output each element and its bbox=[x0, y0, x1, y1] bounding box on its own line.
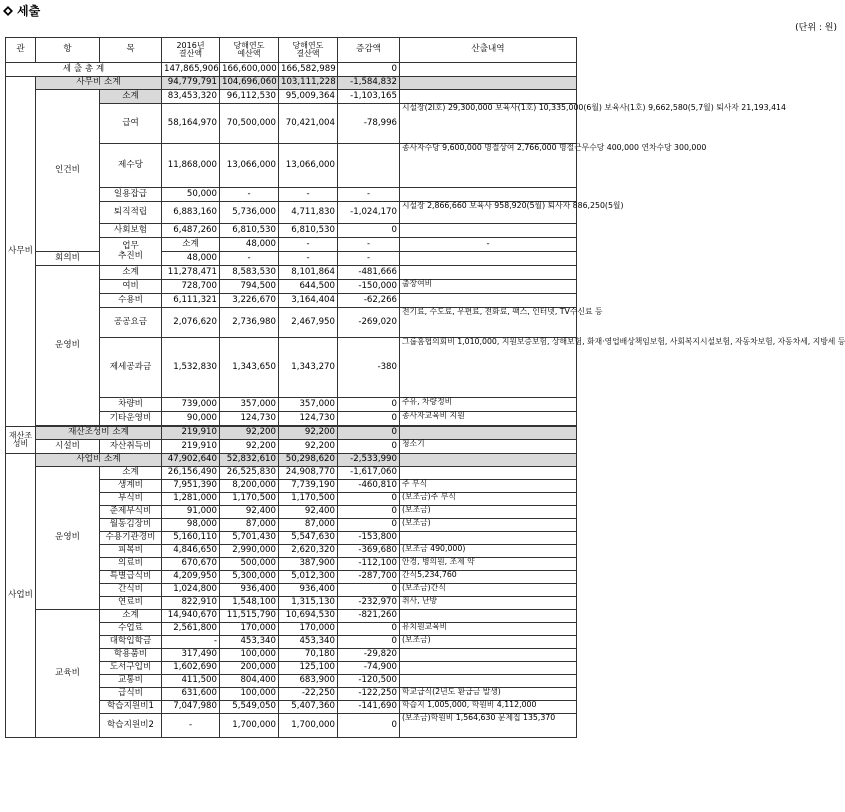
cell-settle: 1,700,000 bbox=[279, 714, 338, 738]
cell-settle: -22,250 bbox=[279, 688, 338, 701]
cell-2016: 4,846,650 bbox=[162, 545, 220, 558]
col-header-2016: 2016년 결산액 bbox=[162, 38, 220, 63]
cell-diff: -153,800 bbox=[338, 532, 400, 545]
cell-diff: -141,690 bbox=[338, 701, 400, 714]
row-label: 간식비 bbox=[100, 584, 162, 597]
cell-diff: 0 bbox=[338, 584, 400, 597]
total-2016: 147,865,906 bbox=[162, 63, 220, 77]
cell-budget: 2,736,980 bbox=[220, 308, 279, 338]
cell-detail: 유치원교육비 bbox=[400, 623, 577, 636]
cell-2016: 90,000 bbox=[162, 412, 220, 426]
cell-detail: 시설장 2,866,660 보육사 958,920(5월) 퇴사자 886,250(5월) bbox=[400, 202, 577, 224]
cell-2016: 48,000 bbox=[220, 238, 279, 252]
cell-settle: 357,000 bbox=[279, 398, 338, 412]
cell-detail bbox=[400, 649, 577, 662]
cell-diff: -1,024,170 bbox=[338, 202, 400, 224]
cell-2016: 411,500 bbox=[162, 675, 220, 688]
cell-detail: (보조금)간식 bbox=[400, 584, 577, 597]
cell-settle: - bbox=[279, 188, 338, 202]
cell-2016: 2,076,620 bbox=[162, 308, 220, 338]
row-label: 학용품비 bbox=[100, 649, 162, 662]
hang-siseol: 시설비 bbox=[36, 440, 100, 454]
cell-2016: 7,047,980 bbox=[162, 701, 220, 714]
hang-gyoyuk: 교육비 bbox=[36, 610, 100, 738]
cell-budget: 1,343,650 bbox=[220, 338, 279, 398]
cell-settle: - bbox=[279, 252, 338, 266]
row-label: 소계 bbox=[100, 266, 162, 280]
cell-diff: 0 bbox=[338, 440, 400, 454]
cell-budget: 500,000 bbox=[220, 558, 279, 571]
total-detail bbox=[400, 63, 577, 77]
cell-budget: 5,736,000 bbox=[220, 202, 279, 224]
cell-diff: -460,810 bbox=[338, 480, 400, 493]
cell-detail: 취사, 난방 bbox=[400, 597, 577, 610]
cell-budget: 8,200,000 bbox=[220, 480, 279, 493]
cell-detail: 학습지 1,005,000, 학원비 4,112,000 bbox=[400, 701, 577, 714]
cell-settle: 95,009,364 bbox=[279, 90, 338, 104]
cell-budget: - bbox=[220, 252, 279, 266]
cell-budget: 1,170,500 bbox=[220, 493, 279, 506]
cell-diff: -112,100 bbox=[338, 558, 400, 571]
cell-budget: 124,730 bbox=[220, 412, 279, 426]
cell-budget: 5,701,430 bbox=[220, 532, 279, 545]
cell-budget: 1,700,000 bbox=[220, 714, 279, 738]
cell-budget: 170,000 bbox=[220, 623, 279, 636]
cell-budget: 92,400 bbox=[220, 506, 279, 519]
cell-diff: -2,533,990 bbox=[338, 454, 400, 467]
cell-budget: 96,112,530 bbox=[220, 90, 279, 104]
row-label: 준제부식비 bbox=[100, 506, 162, 519]
cell-diff: -29,820 bbox=[338, 649, 400, 662]
cell-diff: - bbox=[338, 188, 400, 202]
cell-diff: -150,000 bbox=[338, 280, 400, 294]
cell-detail: 종사자수당 9,600,000 명절상여 2,766,000 명절근무수당 400,000 연차수당 300,000 bbox=[400, 144, 577, 188]
cell-budget: 1,548,100 bbox=[220, 597, 279, 610]
kwan-saeop: 사업비 bbox=[6, 454, 36, 738]
cell-2016: 11,868,000 bbox=[162, 144, 220, 188]
row-label: 대학입학금 bbox=[100, 636, 162, 649]
row-label: 기타운영비 bbox=[100, 412, 162, 426]
cell-detail bbox=[400, 662, 577, 675]
cell-detail bbox=[400, 454, 577, 467]
cell-diff: -74,900 bbox=[338, 662, 400, 675]
cell-diff: -232,970 bbox=[338, 597, 400, 610]
row-label: 월동김장비 bbox=[100, 519, 162, 532]
cell-budget: 8,583,530 bbox=[220, 266, 279, 280]
col-header-hang: 항 bbox=[36, 38, 100, 63]
cell-2016: 26,156,490 bbox=[162, 467, 220, 480]
table-row bbox=[6, 266, 577, 280]
cell-detail: 출장여비 bbox=[400, 280, 577, 294]
col-header-settle: 당해연도 결산액 bbox=[279, 38, 338, 63]
cell-detail: (보조금)주 부식 bbox=[400, 493, 577, 506]
hang-unyeong2: 운영비 bbox=[36, 467, 100, 610]
cell-settle: 453,340 bbox=[279, 636, 338, 649]
row-label: 퇴직적립 bbox=[100, 202, 162, 224]
cell-diff: - bbox=[338, 252, 400, 266]
kwan-jaesan: 재산조성비 bbox=[6, 427, 36, 454]
row-label: 생계비 bbox=[100, 480, 162, 493]
row-label: 의료비 bbox=[100, 558, 162, 571]
cell-budget: 5,549,050 bbox=[220, 701, 279, 714]
cell-detail bbox=[400, 532, 577, 545]
total-diff: 0 bbox=[338, 63, 400, 77]
cell-settle: - bbox=[338, 238, 400, 252]
cell-diff: 0 bbox=[338, 636, 400, 649]
cell-2016: 58,164,970 bbox=[162, 104, 220, 144]
cell-settle: 644,500 bbox=[279, 280, 338, 294]
cell-budget: 357,000 bbox=[220, 398, 279, 412]
cell-settle: 70,180 bbox=[279, 649, 338, 662]
row-label: 부식비 bbox=[100, 493, 162, 506]
row-label: 특별급식비 bbox=[100, 571, 162, 584]
cell-2016: 6,111,321 bbox=[162, 294, 220, 308]
cell-2016: 83,453,320 bbox=[162, 90, 220, 104]
hang-ingeon: 인건비 bbox=[36, 90, 100, 252]
cell-settle: 387,900 bbox=[279, 558, 338, 571]
col-header-detail: 산출내역 bbox=[400, 38, 577, 63]
cell-settle: 24,908,770 bbox=[279, 467, 338, 480]
cell-diff: -1,617,060 bbox=[338, 467, 400, 480]
hang-eopmu: 업무 추진비 bbox=[100, 238, 162, 266]
diamond-bullet-icon bbox=[3, 6, 13, 16]
row-label: 일용잡급 bbox=[100, 188, 162, 202]
page-title bbox=[3, 2, 40, 19]
row-label: 연료비 bbox=[100, 597, 162, 610]
cell-diff: 0 bbox=[338, 398, 400, 412]
unit-label: (단위 : 원) bbox=[795, 23, 837, 33]
cell-settle: 70,421,004 bbox=[279, 104, 338, 144]
cell-settle: 92,200 bbox=[279, 427, 338, 440]
hang-unyeong: 운영비 bbox=[36, 266, 100, 426]
cell-detail bbox=[400, 77, 577, 90]
cell-settle: 13,066,000 bbox=[279, 144, 338, 188]
cell-2016: 94,779,791 bbox=[162, 77, 220, 90]
cell-detail bbox=[400, 224, 577, 238]
cell-detail: 전기료, 수도료, 우편료, 전화료, 팩스, 인터넷, TV수신료 등 bbox=[400, 308, 577, 338]
cell-budget: 92,200 bbox=[220, 440, 279, 454]
row-label: 수용비 bbox=[100, 294, 162, 308]
row-label: 제세공과금 bbox=[100, 338, 162, 398]
cell-2016: 739,000 bbox=[162, 398, 220, 412]
cell-diff: -287,700 bbox=[338, 571, 400, 584]
cell-budget: 92,200 bbox=[220, 427, 279, 440]
cell-settle: 124,730 bbox=[279, 412, 338, 426]
cell-2016: 631,600 bbox=[162, 688, 220, 701]
cell-2016: 50,000 bbox=[162, 188, 220, 202]
total-budget: 166,600,000 bbox=[220, 63, 279, 77]
cell-settle: 4,711,830 bbox=[279, 202, 338, 224]
cell-detail: 청소기 bbox=[400, 440, 577, 454]
cell-settle: 936,400 bbox=[279, 584, 338, 597]
cell-budget: 200,000 bbox=[220, 662, 279, 675]
col-header-kwan: 관 bbox=[6, 38, 36, 63]
cell-diff: 0 bbox=[338, 506, 400, 519]
cell-settle: 50,298,620 bbox=[279, 454, 338, 467]
cell-budget: 5,300,000 bbox=[220, 571, 279, 584]
cell-settle: 125,100 bbox=[279, 662, 338, 675]
cell-2016: 219,910 bbox=[162, 440, 220, 454]
row-label: 교통비 bbox=[100, 675, 162, 688]
cell-2016: 48,000 bbox=[162, 252, 220, 266]
cell-budget: 87,000 bbox=[220, 519, 279, 532]
total-label: 세 출 총 계 bbox=[6, 63, 162, 77]
cell-budget: 13,066,000 bbox=[220, 144, 279, 188]
cell-2016: - bbox=[162, 636, 220, 649]
col-header-diff: 증감액 bbox=[338, 38, 400, 63]
cell-diff: -62,266 bbox=[338, 294, 400, 308]
table-row bbox=[6, 252, 577, 266]
total-row bbox=[6, 63, 577, 77]
cell-budget: 936,400 bbox=[220, 584, 279, 597]
row-label: 수용기관경비 bbox=[100, 532, 162, 545]
cell-2016: 219,910 bbox=[162, 427, 220, 440]
cell-diff: -78,996 bbox=[338, 104, 400, 144]
page-title-text: 세출 bbox=[17, 4, 41, 18]
row-label: 수업료 bbox=[100, 623, 162, 636]
cell-settle: 5,012,300 bbox=[279, 571, 338, 584]
cell-detail bbox=[400, 610, 577, 623]
cell-2016: 7,951,390 bbox=[162, 480, 220, 493]
row-label: 급여 bbox=[100, 104, 162, 144]
cell-2016: 1,281,000 bbox=[162, 493, 220, 506]
cell-budget: - bbox=[279, 238, 338, 252]
cell-diff bbox=[338, 144, 400, 188]
cell-detail bbox=[400, 427, 577, 440]
cell-2016: 11,278,471 bbox=[162, 266, 220, 280]
cell-detail: (보조금) bbox=[400, 519, 577, 532]
cell-detail bbox=[400, 252, 577, 266]
cell-2016: 670,670 bbox=[162, 558, 220, 571]
cell-detail: 그룹홈협의회비 1,010,000, 지원보증보험, 상해보험, 화재·영업배상책임보험, 사회복지시설보험, 자동차보험, 자동차세, 지방세 등 bbox=[400, 338, 577, 398]
cell-budget: 100,000 bbox=[220, 649, 279, 662]
cell-2016: 6,487,260 bbox=[162, 224, 220, 238]
cell-detail: 주유, 차량정비 bbox=[400, 398, 577, 412]
jaesan-subtotal-row bbox=[6, 427, 577, 440]
row-label: 사무비 소계 bbox=[36, 77, 162, 90]
cell-settle: 7,739,190 bbox=[279, 480, 338, 493]
cell-budget: 453,340 bbox=[220, 636, 279, 649]
cell-settle: 683,900 bbox=[279, 675, 338, 688]
cell-diff: -481,666 bbox=[338, 266, 400, 280]
cell-detail bbox=[400, 90, 577, 104]
cell-diff: -821,260 bbox=[338, 610, 400, 623]
cell-2016: 1,024,800 bbox=[162, 584, 220, 597]
cell-diff: -120,500 bbox=[338, 675, 400, 688]
cell-diff: - bbox=[400, 238, 577, 252]
table-row bbox=[6, 610, 577, 623]
cell-detail bbox=[400, 467, 577, 480]
cell-budget: 11,515,790 bbox=[220, 610, 279, 623]
cell-detail: (보조금) bbox=[400, 506, 577, 519]
cell-diff: -269,020 bbox=[338, 308, 400, 338]
cell-2016: 91,000 bbox=[162, 506, 220, 519]
cell-diff: 0 bbox=[338, 714, 400, 738]
cell-settle: 92,400 bbox=[279, 506, 338, 519]
expenditure-table bbox=[5, 37, 845, 738]
cell-detail: 주 부식 bbox=[400, 480, 577, 493]
row-label: 급식비 bbox=[100, 688, 162, 701]
col-header-mok: 목 bbox=[100, 38, 162, 63]
row-label: 피복비 bbox=[100, 545, 162, 558]
cell-2016: 4,209,950 bbox=[162, 571, 220, 584]
cell-settle: 92,200 bbox=[279, 440, 338, 454]
cell-budget: 104,696,060 bbox=[220, 77, 279, 90]
cell-diff: 0 bbox=[338, 224, 400, 238]
cell-detail: 학교급식(2년도 환급금 발생) bbox=[400, 688, 577, 701]
cell-detail bbox=[400, 294, 577, 308]
row-label: 학습지원비2 bbox=[100, 714, 162, 738]
cell-budget: 52,832,610 bbox=[220, 454, 279, 467]
row-label: 차량비 bbox=[100, 398, 162, 412]
samu-subtotal-row bbox=[6, 77, 577, 90]
cell-settle: 10,694,530 bbox=[279, 610, 338, 623]
row-label: 소계 bbox=[100, 610, 162, 623]
cell-settle: 87,000 bbox=[279, 519, 338, 532]
cell-diff: -369,680 bbox=[338, 545, 400, 558]
cell-2016: 1,532,830 bbox=[162, 338, 220, 398]
cell-2016: 822,910 bbox=[162, 597, 220, 610]
cell-2016: 317,490 bbox=[162, 649, 220, 662]
cell-settle: 170,000 bbox=[279, 623, 338, 636]
cell-settle: 103,111,228 bbox=[279, 77, 338, 90]
row-label: 사회보험 bbox=[100, 224, 162, 238]
row-label: 회의비 bbox=[36, 252, 100, 266]
cell-diff: -1,584,832 bbox=[338, 77, 400, 90]
saeop-subtotal-row bbox=[6, 454, 577, 467]
cell-2016: 14,940,670 bbox=[162, 610, 220, 623]
cell-settle: 2,467,950 bbox=[279, 308, 338, 338]
cell-budget: 100,000 bbox=[220, 688, 279, 701]
cell-budget: 3,226,670 bbox=[220, 294, 279, 308]
col-header-budget: 당해연도 예산액 bbox=[220, 38, 279, 63]
cell-detail: 간식5,234,760 bbox=[400, 571, 577, 584]
cell-diff: 0 bbox=[338, 519, 400, 532]
kwan-samu: 사무비 bbox=[6, 77, 36, 427]
cell-settle: 1,343,270 bbox=[279, 338, 338, 398]
cell-detail: 시설장(2I호) 29,300,000 보육사(1호) 10,335,000(6월) 보육사(1호) 9,662,580(5,7월) 퇴사자 21,193,414 bbox=[400, 104, 577, 144]
cell-detail bbox=[400, 188, 577, 202]
row-label: 소계 bbox=[162, 238, 220, 252]
cell-diff: 0 bbox=[338, 412, 400, 426]
cell-budget: - bbox=[220, 188, 279, 202]
row-label: 재산조성비 소계 bbox=[36, 427, 162, 440]
table-row bbox=[6, 440, 577, 454]
cell-budget: 804,400 bbox=[220, 675, 279, 688]
cell-settle: 3,164,404 bbox=[279, 294, 338, 308]
total-settle: 166,582,989 bbox=[279, 63, 338, 77]
row-label: 도서구입비 bbox=[100, 662, 162, 675]
cell-settle: 1,170,500 bbox=[279, 493, 338, 506]
row-label: 공공요금 bbox=[100, 308, 162, 338]
cell-diff: -122,250 bbox=[338, 688, 400, 701]
cell-detail: 안경, 병의원, 조제 약 bbox=[400, 558, 577, 571]
row-label: 소계 bbox=[100, 90, 162, 104]
cell-2016: 728,700 bbox=[162, 280, 220, 294]
cell-settle: 5,547,630 bbox=[279, 532, 338, 545]
row-label: 제수당 bbox=[100, 144, 162, 188]
row-label: 자산취득비 bbox=[100, 440, 162, 454]
table-row bbox=[6, 467, 577, 480]
cell-detail: (보조금 490,000) bbox=[400, 545, 577, 558]
cell-diff: 0 bbox=[338, 427, 400, 440]
cell-2016: 47,902,640 bbox=[162, 454, 220, 467]
cell-budget: 26,525,830 bbox=[220, 467, 279, 480]
row-label: 학습지원비1 bbox=[100, 701, 162, 714]
cell-budget: 794,500 bbox=[220, 280, 279, 294]
cell-settle: 5,407,360 bbox=[279, 701, 338, 714]
cell-2016: 2,561,800 bbox=[162, 623, 220, 636]
row-label: 소계 bbox=[100, 467, 162, 480]
cell-diff: 0 bbox=[338, 493, 400, 506]
header-row bbox=[6, 38, 577, 63]
cell-settle: 6,810,530 bbox=[279, 224, 338, 238]
cell-2016: 98,000 bbox=[162, 519, 220, 532]
cell-settle: 1,315,130 bbox=[279, 597, 338, 610]
cell-2016: 1,602,690 bbox=[162, 662, 220, 675]
cell-budget: 70,500,000 bbox=[220, 104, 279, 144]
cell-detail: 종사자교육비 지원 bbox=[400, 412, 577, 426]
row-label: 사업비 소계 bbox=[36, 454, 162, 467]
cell-2016: 6,883,160 bbox=[162, 202, 220, 224]
cell-detail bbox=[400, 266, 577, 280]
cell-2016: - bbox=[162, 714, 220, 738]
cell-diff: -380 bbox=[338, 338, 400, 398]
cell-diff: -1,103,165 bbox=[338, 90, 400, 104]
table-row bbox=[6, 90, 577, 104]
row-label: 여비 bbox=[100, 280, 162, 294]
cell-settle: 2,620,320 bbox=[279, 545, 338, 558]
cell-detail: (보조금)학원비 1,564,630 문제집 135,370 bbox=[400, 714, 577, 738]
cell-diff: 0 bbox=[338, 623, 400, 636]
cell-budget: 6,810,530 bbox=[220, 224, 279, 238]
cell-settle: 8,101,864 bbox=[279, 266, 338, 280]
cell-budget: 2,990,000 bbox=[220, 545, 279, 558]
cell-2016: 5,160,110 bbox=[162, 532, 220, 545]
cell-detail bbox=[400, 675, 577, 688]
cell-detail: (보조금) bbox=[400, 636, 577, 649]
